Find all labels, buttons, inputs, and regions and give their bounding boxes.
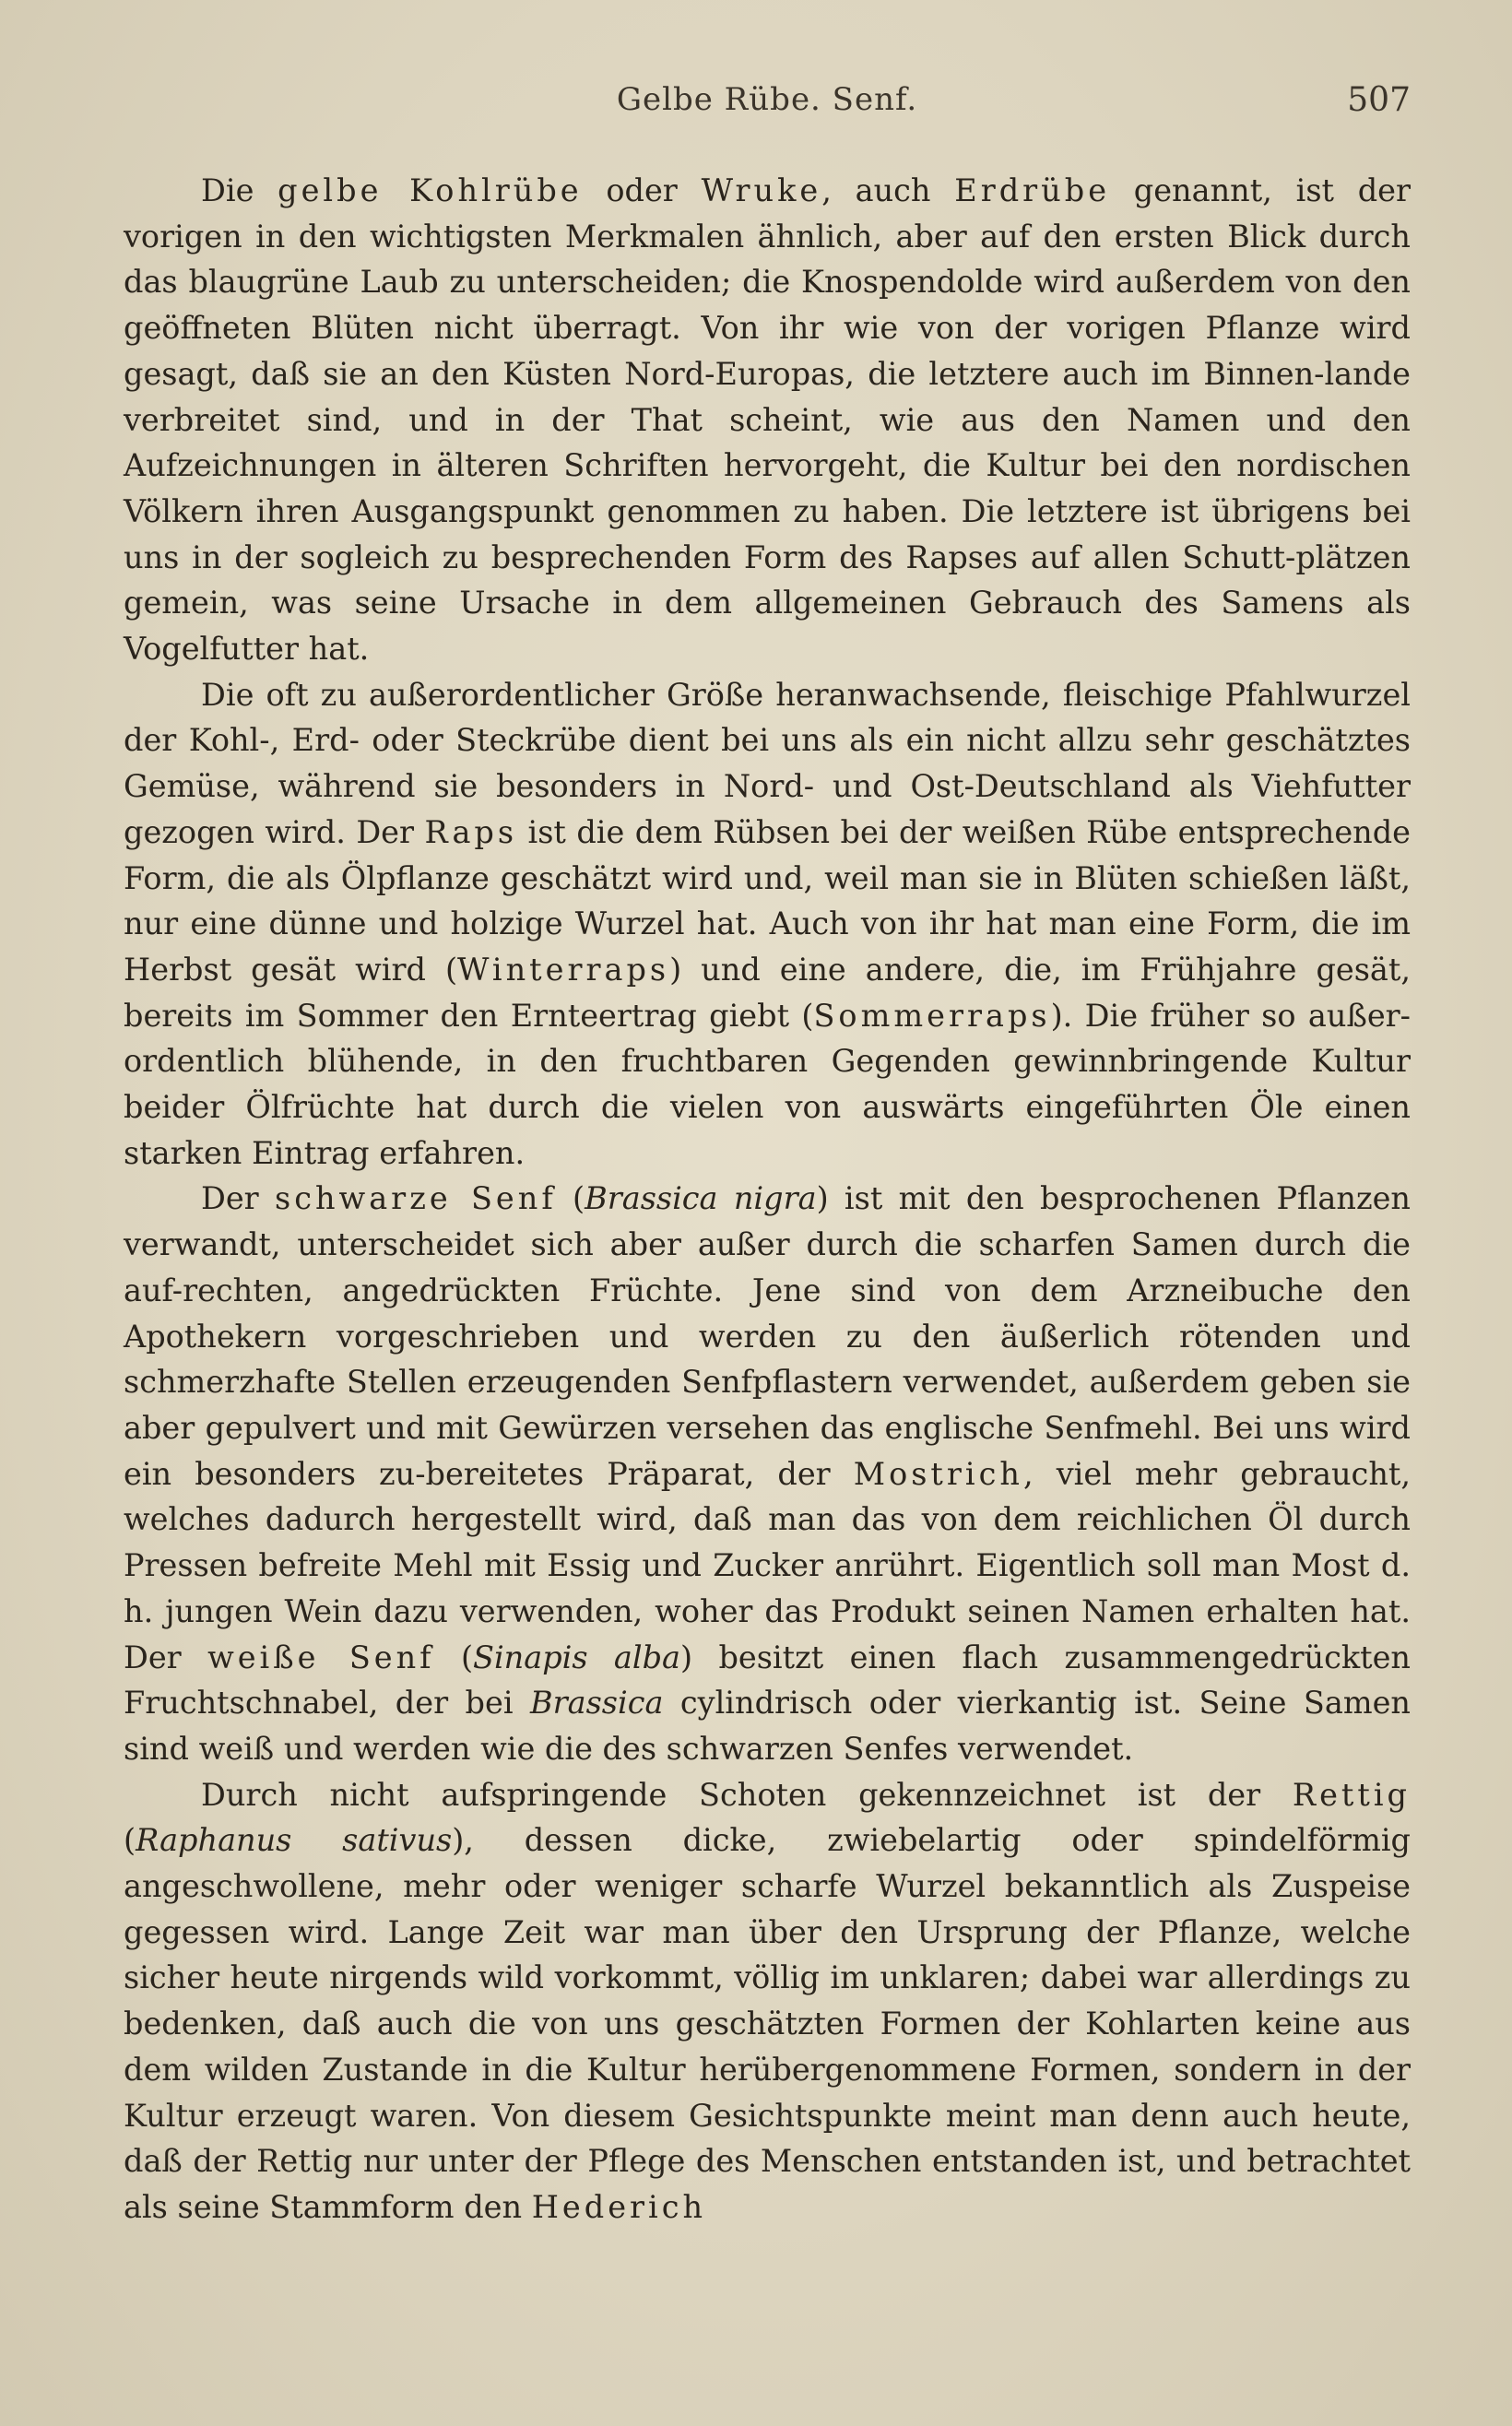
emphasized-term: Winterraps <box>457 951 670 988</box>
text-run: ( <box>124 1822 136 1859</box>
text-run: ) besitzt einen flach zusammengedrückten Fruchtschnabel, der bei <box>124 1639 1411 1722</box>
text-run: ) und eine andere, die, im Frühjahre gesät, bereits im Sommer den Ernteertrag giebt ( <box>124 951 1411 1034</box>
paragraph <box>124 1176 1411 1771</box>
emphasized-term: Wruke <box>701 172 822 208</box>
text-run: ) ist mit den besprochenen Pflanzen verwandt, unterscheidet sich aber außer durch die scharfen Samen durch die auf-rechten, angedrückten Früchte. Jene sind von dem Arzneibuche den Apothekern vorgeschrieben und werden zu den äußerlich rötenden und schmerzhafte Stellen erzeugenden Senfpflastern verwendet, außerdem geben sie aber gepulvert und mit Gewürzen versehen das englische Senfmehl. Bei uns wird ein besonders zu-bereitetes Präparat, der <box>124 1180 1411 1492</box>
emphasized-term: Erdrübe <box>954 172 1111 208</box>
text-run: oder <box>582 172 702 208</box>
page-header <box>124 81 1411 127</box>
emphasized-term: Raps <box>424 813 518 850</box>
latin-term: Brassica nigra <box>585 1180 817 1217</box>
emphasized-term: Sommerraps <box>813 997 1051 1034</box>
paragraph <box>124 168 1411 672</box>
latin-term: Raphanus sativus <box>136 1822 453 1859</box>
emphasized-term: Mostrich <box>853 1455 1023 1492</box>
text-run: Durch nicht aufspringende Schoten gekennzeichnet ist der <box>201 1776 1293 1813</box>
latin-term: Brassica <box>530 1685 664 1722</box>
text-run: , auch <box>821 172 955 208</box>
text-run: ist die dem Rübsen bei der weißen Rübe entsprechende Form, die als Ölpflanze geschätzt wird und, weil man sie in Blüten schießen läßt, nur eine dünne und holzige Wurzel hat. Auch von ihr hat man eine Form, die im Herbst gesät wird ( <box>124 813 1411 988</box>
page-number: 507 <box>1347 81 1411 119</box>
text-run: Die <box>201 172 278 208</box>
text-run: ). Die früher so außer-ordentlich blühende, in den fruchtbaren Gegenden gewinnbringende Kultur beider Ölfrüchte hat durch die vielen von auswärts eingeführten Öle einen starken Eintrag erfahren. <box>124 997 1411 1171</box>
text-run: Die oft zu außerordentlicher Größe heranwachsende, fleischige Pfahlwurzel der Kohl-, Erd- oder Steckrübe dient bei uns als ein nicht allzu sehr geschätztes Gemüse, während sie besonders in Nord- und Ost-Deutschland als Viehfutter gezogen wird. Der <box>124 676 1411 850</box>
emphasized-term: schwarze Senf <box>275 1180 557 1217</box>
text-run: Der <box>201 1180 275 1217</box>
text-run: cylindrisch oder vierkantig ist. Seine Samen sind weiß und werden wie die des schwarzen Senfes verwendet. <box>124 1685 1411 1767</box>
text-run: ), dessen dicke, zwiebelartig oder spindelförmig angeschwollene, mehr oder weniger scharfe Wurzel bekanntlich als Zuspeise gegessen wird. Lange Zeit war man über den Ursprung der Pflanze, welche sicher heute nirgends wild vorkommt, völlig im unklaren; dabei war allerdings zu bedenken, daß auch die von uns geschätzten Formen der Kohlarten keine aus dem wilden Zustande in die Kultur herübergenommene Formen, sondern in der Kultur erzeugt waren. Von diesem Gesichtspunkte meint man denn auch heute, daß der Rettig nur unter der Pflege des Menschen entstanden ist, und betrachtet als seine Stammform den <box>124 1822 1411 2225</box>
body-text <box>124 168 1411 2231</box>
emphasized-term: gelbe Kohlrübe <box>278 172 583 208</box>
text-run: ( <box>434 1639 474 1675</box>
paragraph <box>124 672 1411 1177</box>
emphasized-term: Rettig <box>1292 1776 1411 1813</box>
text-run: , viel mehr gebraucht, welches dadurch hergestellt wird, daß man das von dem reichlichen Öl durch Pressen befreite Mehl mit Essig und Zucker anrührt. Eigentlich soll man Most d. h. jungen Wein dazu verwenden, woher das Produkt seinen Namen erhalten hat. Der <box>124 1455 1412 1675</box>
emphasized-term: Hederich <box>531 2188 707 2225</box>
emphasized-term: weiße Senf <box>207 1639 435 1675</box>
running-head: Gelbe Rübe. Senf. <box>616 81 918 118</box>
text-run: genannt, ist der vorigen in den wichtigsten Merkmalen ähnlich, aber auf den ersten Blick durch das blaugrüne Laub zu unterscheiden; die Knospendolde wird außerdem von den geöffneten Blüten nicht überragt. Von ihr wie von der vorigen Pflanze wird gesagt, daß sie an den Küsten Nord-Europas, die letztere auch im Binnen-lande verbreitet sind, und in der That scheint, wie aus den Namen und den Aufzeichnungen in älteren Schriften hervorgeht, die Kultur bei den nordischen Völkern ihren Ausgangspunkt genommen zu haben. Die letztere ist übrigens bei uns in der sogleich zu besprechenden Form des Rapses auf allen Schutt-plätzen gemein, was seine Ursache in dem allgemeinen Gebrauch des Samens als Vogelfutter hat. <box>124 172 1411 668</box>
paragraph <box>124 1772 1411 2231</box>
text-run: ( <box>556 1180 585 1217</box>
latin-term: Sinapis alba <box>473 1639 681 1675</box>
